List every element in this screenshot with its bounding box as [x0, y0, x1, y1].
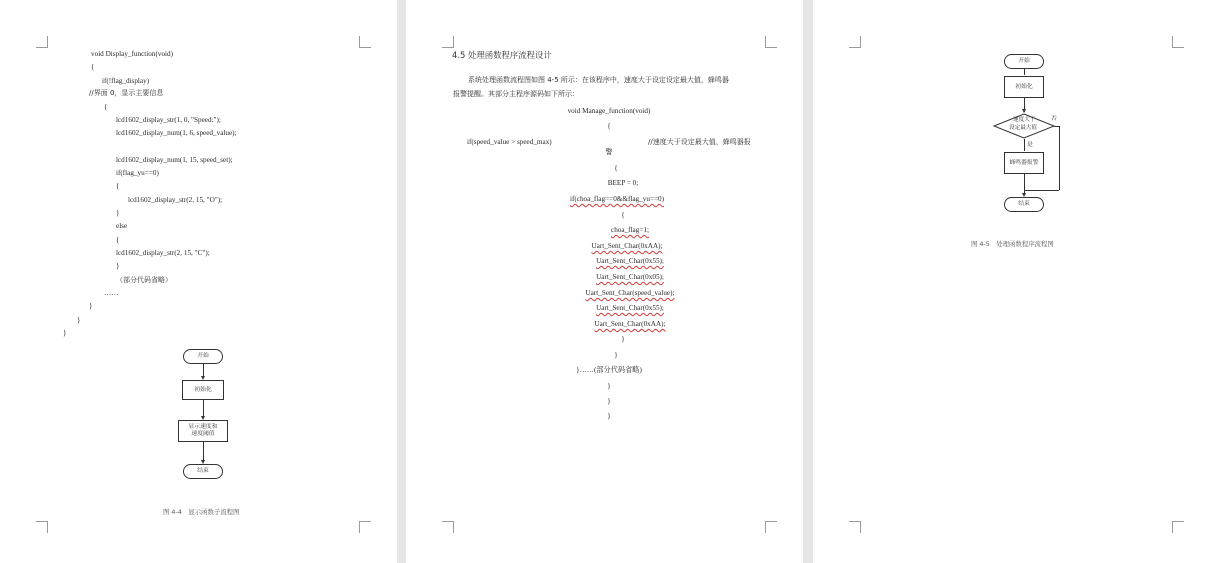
- code-line: {: [116, 236, 120, 244]
- code-line: Uart_Sent_Char(0x55);: [596, 257, 664, 265]
- code-line: {: [91, 63, 95, 71]
- flow-init-node: 初始化: [1004, 76, 1044, 98]
- code-line: }: [607, 382, 611, 390]
- code-line: lcd1602_display_str(2, 15, "C");: [116, 249, 210, 257]
- flow-connector: [1024, 190, 1059, 191]
- flow-start-node: 开始: [183, 349, 223, 364]
- code-line: choa_flag=1;: [611, 226, 649, 234]
- code-line: void Manage_function(void): [567, 107, 651, 115]
- margin-mark-top-right: [359, 36, 371, 48]
- document-page-2: [406, 0, 803, 563]
- code-line: lcd1602_display_num(1, 6, speed_value);: [116, 129, 237, 137]
- section-heading: 4.5 处理函数程序流程设计: [452, 50, 552, 60]
- margin-mark-top-right: [765, 36, 777, 48]
- code-line: if(choa_flag==0&&flag_yu==0): [569, 195, 665, 203]
- flow-init-node: 初始化: [182, 380, 224, 400]
- margin-mark-bottom-left: [36, 521, 48, 533]
- flow-start-node: 开始: [1004, 54, 1044, 69]
- margin-mark-bottom-left: [849, 521, 861, 533]
- code-comment: 警: [605, 148, 613, 156]
- code-line: }: [89, 302, 93, 310]
- code-line: }: [614, 351, 618, 359]
- code-line: {: [607, 122, 611, 130]
- code-line: lcd1602_display_num(1, 15, speed_set);: [116, 156, 233, 164]
- figure-caption: 图 4-5 处理函数程序流程图: [971, 240, 1054, 248]
- code-comment: （部分代码省略）: [116, 276, 172, 284]
- code-line: BEEP = 0;: [607, 179, 639, 187]
- body-paragraph-line: 报警提醒。其部分主程序源码如下所示：: [453, 90, 579, 98]
- margin-mark-bottom-right: [359, 521, 371, 533]
- code-line: {: [621, 211, 625, 219]
- flow-connector: [1024, 174, 1025, 194]
- margin-mark-bottom-right: [765, 521, 777, 533]
- code-line: Uart_Sent_Char(0x05);: [596, 273, 664, 281]
- code-line: Uart_Sent_Char(speed_value);: [585, 289, 675, 297]
- code-comment: //界面 0，显示主要信息: [89, 89, 164, 97]
- code-line: Uart_Sent_Char(0x55);: [596, 304, 664, 312]
- flow-no-label: 否: [1051, 116, 1057, 122]
- flow-display-node: [178, 420, 228, 442]
- code-line: Uart_Sent_Char(0xAA);: [591, 242, 663, 250]
- document-page-1: [0, 0, 397, 563]
- code-line: {: [614, 164, 618, 172]
- document-page-3: [813, 0, 1209, 563]
- code-line: if(!flag_display): [102, 77, 150, 85]
- flow-end-node: 结束: [183, 464, 223, 479]
- code-line: }……(部分代码省略): [576, 366, 642, 374]
- flow-display-label-line2: 速度阈值: [191, 431, 215, 437]
- flow-alarm-node: 蜂鸣器报警: [1004, 152, 1044, 174]
- margin-mark-top-left: [36, 36, 48, 48]
- code-line: ……: [104, 289, 119, 297]
- margin-mark-top-right: [1172, 36, 1184, 48]
- figure-caption: 图 4-4 显示函数子流程图: [163, 508, 240, 516]
- code-line: {: [104, 103, 108, 111]
- margin-mark-bottom-left: [442, 521, 454, 533]
- body-paragraph-line: 系统处理函数流程图如图 4-5 所示：在该程序中，速度大于设定设定最大值，蜂鸣器: [468, 76, 729, 84]
- flow-connector: [1024, 139, 1025, 151]
- code-line: void Display_function(void): [91, 50, 174, 58]
- code-line: {: [116, 182, 120, 190]
- code-line: }: [116, 209, 120, 217]
- code-line: lcd1602_display_str(1, 0, "Speed:");: [116, 116, 221, 124]
- margin-mark-bottom-right: [1172, 521, 1184, 533]
- code-line: if(speed_value > speed_max): [467, 138, 552, 146]
- flow-display-label-line1: 显示速度和: [188, 424, 218, 430]
- code-line: }: [77, 316, 81, 324]
- code-line: else: [116, 222, 128, 230]
- flow-yes-label: 是: [1027, 142, 1033, 148]
- code-line: }: [116, 262, 120, 270]
- code-line: }: [607, 412, 611, 420]
- code-line: if(flag_yu==0): [116, 169, 159, 177]
- margin-mark-top-left: [849, 36, 861, 48]
- flow-decision-label-line2: 设定最大值: [1009, 125, 1037, 131]
- code-line: }: [621, 335, 625, 343]
- flow-end-node: 结束: [1004, 197, 1044, 212]
- code-comment: //速度大于设定最大值，蜂鸣器报: [648, 138, 751, 146]
- flow-connector: [1024, 69, 1025, 75]
- flow-connector: [203, 442, 204, 462]
- code-line: Uart_Sent_Char(0xAA);: [594, 320, 666, 328]
- flow-decision-label-line1: 速度大于: [1013, 117, 1036, 123]
- flow-connector: [1059, 126, 1060, 190]
- code-line: }: [607, 397, 611, 405]
- margin-mark-top-left: [442, 36, 454, 48]
- code-line: }: [63, 329, 67, 337]
- code-line: lcd1602_display_str(2, 15, "O");: [128, 196, 223, 204]
